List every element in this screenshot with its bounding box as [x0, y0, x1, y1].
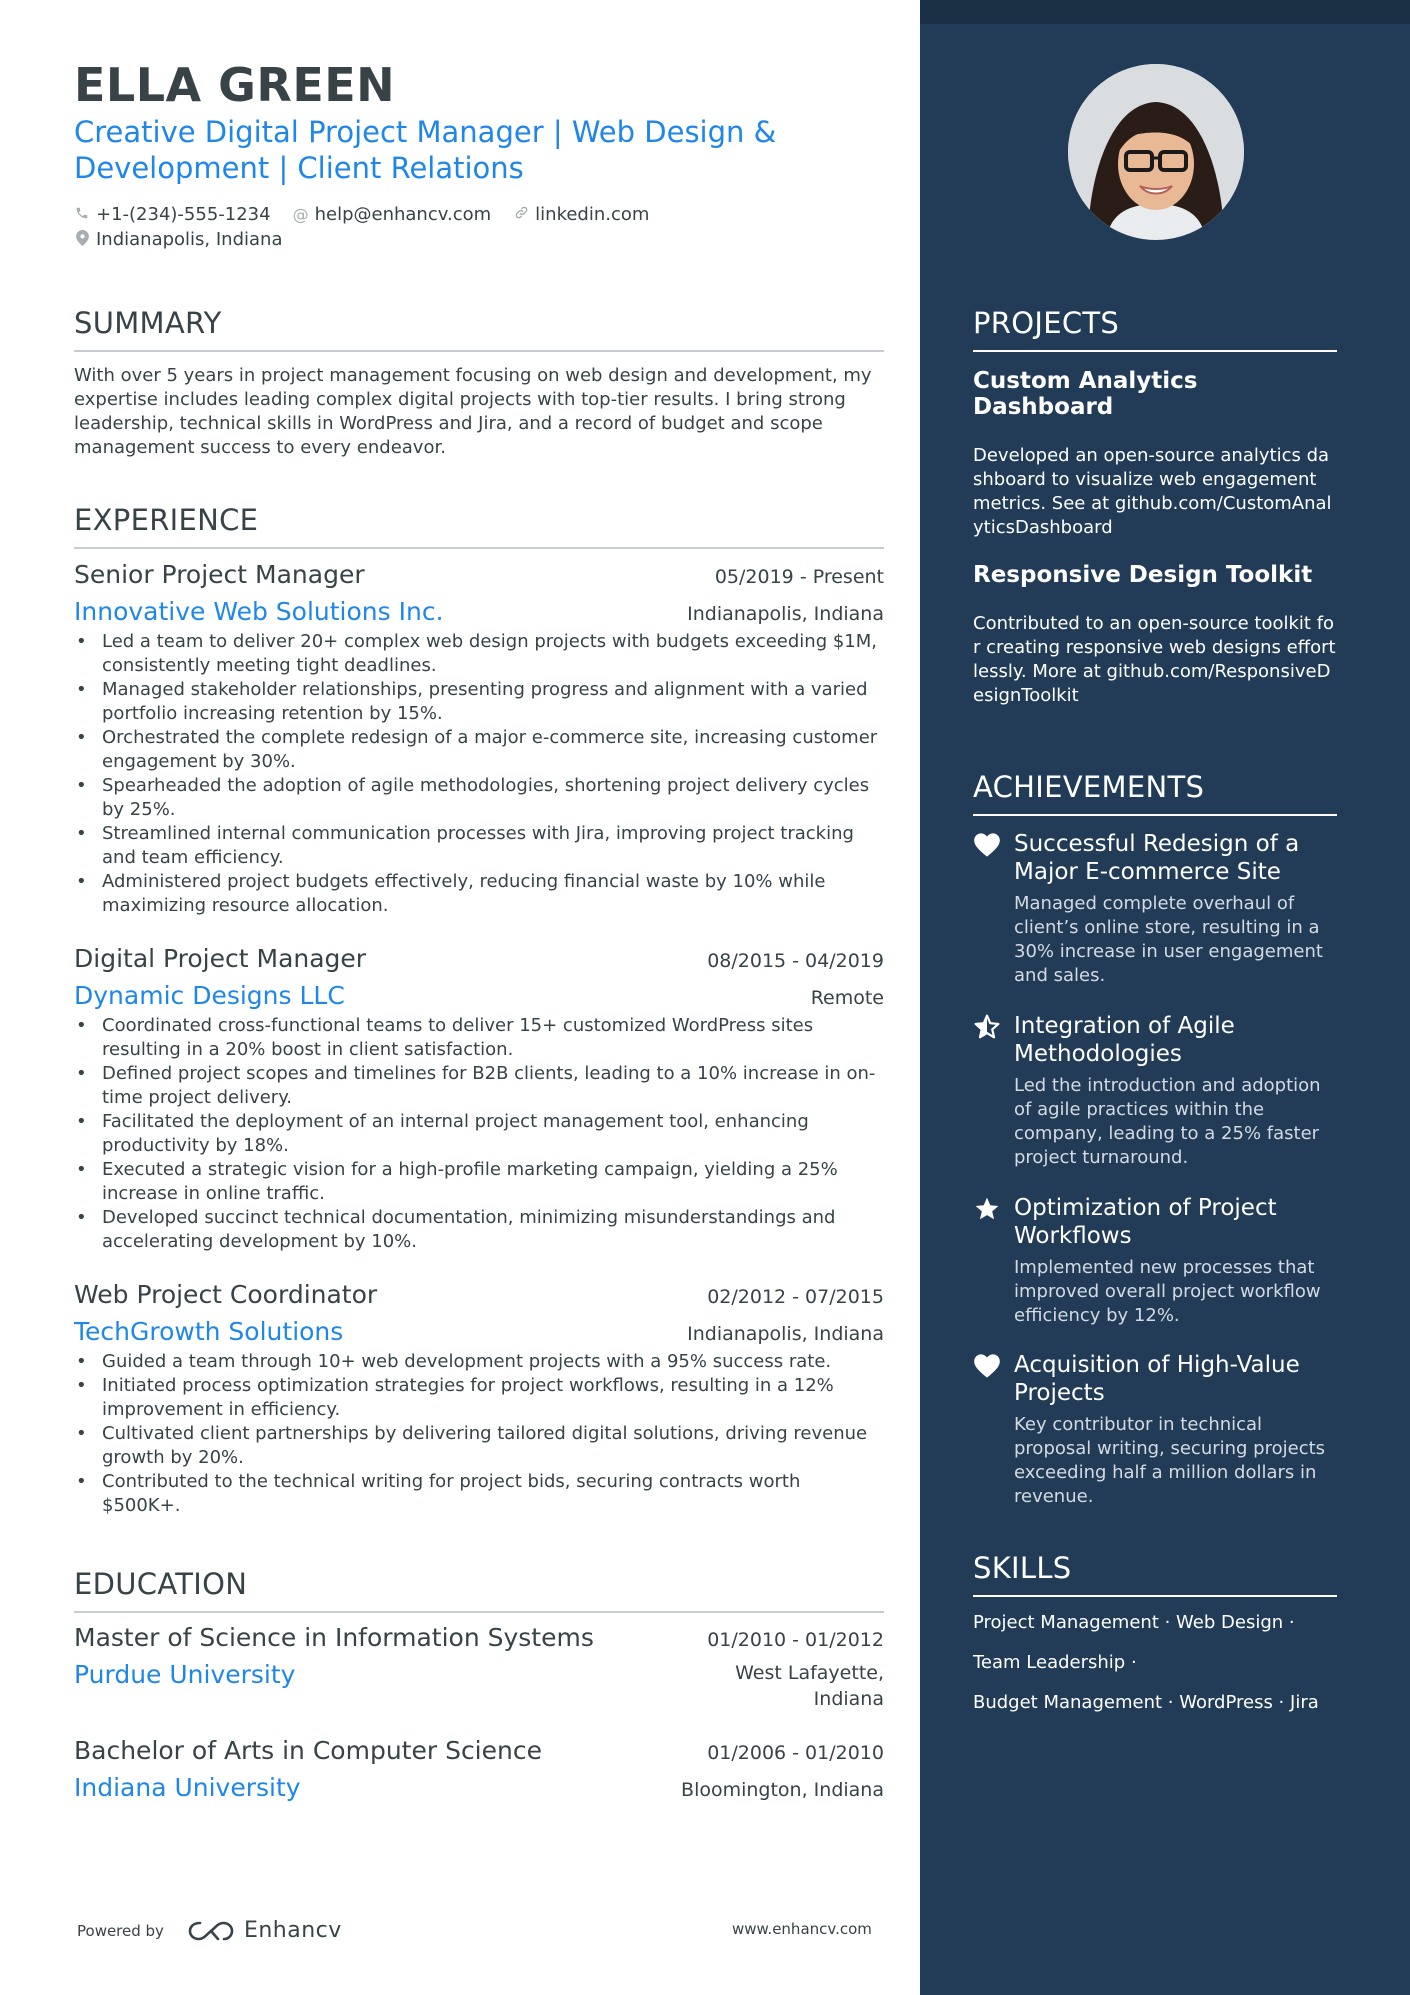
- achievement-description: Implemented new processes that improved overall project workflow efficiency by 12%.: [1014, 1257, 1321, 1326]
- job-bullets: [74, 1350, 884, 1518]
- achievement-item: [973, 1012, 1337, 1170]
- bullet-item: • Managed stakeholder relationships, presenting progress and alignment with a varied portfolio increasing retention by 15%.: [74, 678, 884, 726]
- project-description: Contributed to an open-source toolkit for creating responsive web designs effortlessly. More at github.com/ResponsiveDesignToolkit: [973, 613, 1336, 706]
- email-contact[interactable]: [293, 204, 492, 225]
- candidate-name: ELLA GREEN: [74, 58, 396, 112]
- company-name[interactable]: TechGrowth Solutions: [74, 1317, 344, 1346]
- skills-line: Team Leadership ·: [973, 1652, 1137, 1673]
- linkedin-contact[interactable]: [513, 204, 649, 225]
- bullet-item: • Executed a strategic vision for a high-profile marketing campaign, yielding a 25% increase in online traffic.: [74, 1158, 884, 1206]
- job-date: 02/2012 - 07/2015: [707, 1286, 884, 1308]
- bullet-item: • Initiated process optimization strategies for project workflows, resulting in a 12% improvement in efficiency.: [74, 1374, 884, 1422]
- achievement-title: Optimization of Project Workflows: [1014, 1195, 1277, 1249]
- job-bullets: [74, 1014, 884, 1254]
- bullet-item: • Guided a team through 10+ web development projects with a 95% success rate.: [74, 1350, 884, 1374]
- headline-line: Creative Digital Project Manager | Web Design &: [74, 115, 777, 149]
- education-location: West Lafayette, Indiana: [735, 1662, 884, 1710]
- section-title: SUMMARY: [74, 306, 884, 352]
- project-title: Responsive Design Toolkit: [973, 562, 1313, 588]
- bullet-item: • Developed succinct technical documentation, minimizing misunderstandings and accelerating development by 10%.: [74, 1206, 884, 1254]
- heart-icon: [973, 1353, 1001, 1379]
- achievement-item: [973, 1194, 1337, 1328]
- bullet-item: • Led a team to deliver 20+ complex web design projects with budgets exceeding $1M, consistently meeting tight deadlines.: [74, 630, 884, 678]
- enhancv-logo-icon: [188, 1919, 234, 1943]
- bullet-item: • Spearheaded the adoption of agile methodologies, shortening project delivery cycles by 25%.: [74, 774, 884, 822]
- achievements-section: [973, 770, 1337, 816]
- section-title: EDUCATION: [74, 1567, 884, 1613]
- degree-title: Master of Science in Information Systems: [74, 1623, 594, 1652]
- bullet-item: • Cultivated client partnerships by delivering tailored digital solutions, driving revenue growth by 20%.: [74, 1422, 884, 1470]
- sidebar: [920, 0, 1410, 1995]
- education-section: [74, 1567, 884, 1613]
- project-item: [973, 368, 1337, 540]
- summary-section: [74, 306, 884, 460]
- job-location: Remote: [810, 987, 884, 1009]
- job-entry: [74, 1280, 884, 1518]
- linkedin-text: linkedin.com: [535, 204, 650, 225]
- skills-section: [973, 1551, 1337, 1597]
- bullet-item: • Facilitated the deployment of an internal project management tool, enhancing productivity by 18%.: [74, 1110, 884, 1158]
- education-entry: [74, 1623, 884, 1712]
- star-half-icon: [973, 1014, 1001, 1040]
- achievement-description: Led the introduction and adoption of agile practices within the company, leading to a 25% faster project turnaround.: [1014, 1075, 1321, 1168]
- achievement-title: Acquisition of High-Value Projects: [1014, 1352, 1300, 1406]
- degree-title: Bachelor of Arts in Computer Science: [74, 1736, 542, 1765]
- star-icon: [973, 1196, 1001, 1222]
- location-pin-icon: [74, 230, 90, 250]
- headline-line: Development | Client Relations: [74, 151, 524, 185]
- section-title: PROJECTS: [973, 306, 1337, 352]
- education-location: Bloomington, Indiana: [681, 1779, 884, 1801]
- school-name[interactable]: Indiana University: [74, 1773, 301, 1802]
- job-title: Senior Project Manager: [74, 560, 365, 589]
- enhancv-brand-text: Enhancv: [243, 1918, 342, 1943]
- achievement-item: [973, 1351, 1337, 1509]
- phone-icon: [74, 205, 90, 224]
- website-link[interactable]: www.enhancv.com: [732, 1920, 872, 1938]
- job-location: Indianapolis, Indiana: [687, 603, 884, 625]
- achievement-item: [973, 830, 1337, 988]
- phone-contact[interactable]: [74, 204, 271, 225]
- job-entry: [74, 560, 884, 918]
- at-sign-icon: @: [292, 205, 309, 224]
- bullet-item: • Defined project scopes and timelines for B2B clients, leading to a 10% increase in on-time project delivery.: [74, 1062, 884, 1110]
- summary-text: With over 5 years in project management focusing on web design and development, my expertise includes leading complex digital projects with top-tier results. I bring strong leadership, technical skills in WordPress and Jira, and a record of budget and scope management success to every endeavor.: [74, 365, 872, 458]
- section-title: ACHIEVEMENTS: [973, 770, 1337, 816]
- email-text: help@enhancv.com: [314, 204, 492, 225]
- achievement-title: Successful Redesign of a Major E-commerce Site: [1014, 831, 1300, 885]
- avatar: [1068, 64, 1244, 240]
- education-date: 01/2010 - 01/2012: [707, 1629, 884, 1651]
- project-description: Developed an open-source analytics dashboard to visualize web engagement metrics. See at github.com/CustomAnalyticsDashboard: [973, 445, 1332, 538]
- job-date: 05/2019 - Present: [714, 566, 884, 588]
- education-entry: [74, 1736, 884, 1802]
- bullet-item: • Administered project budgets effectively, reducing financial waste by 10% while maximizing resource allocation.: [74, 870, 884, 918]
- job-date: 08/2015 - 04/2019: [707, 950, 884, 972]
- headline: [74, 114, 814, 186]
- achievement-title: Integration of Agile Methodologies: [1014, 1013, 1235, 1067]
- job-bullets: [74, 630, 884, 918]
- phone-text: +1-(234)-555-1234: [96, 204, 271, 225]
- skills-line: Budget Management · WordPress · Jira: [973, 1692, 1319, 1713]
- school-name[interactable]: Purdue University: [74, 1660, 296, 1689]
- heart-icon: [973, 832, 1001, 858]
- education-date: 01/2006 - 01/2010: [707, 1742, 884, 1764]
- job-title: Web Project Coordinator: [74, 1280, 378, 1309]
- job-location: Indianapolis, Indiana: [687, 1323, 884, 1345]
- location-text: Indianapolis, Indiana: [96, 229, 283, 250]
- bullet-item: • Orchestrated the complete redesign of a major e-commerce site, increasing customer engagement by 30%.: [74, 726, 884, 774]
- job-entry: [74, 944, 884, 1254]
- project-title: Custom Analytics Dashboard: [973, 368, 1198, 420]
- bullet-item: • Contributed to the technical writing for project bids, securing contracts worth $500K+.: [74, 1470, 884, 1518]
- link-icon: [513, 205, 529, 224]
- projects-section: [973, 306, 1337, 708]
- contact-info: [74, 202, 774, 252]
- achievement-description: Key contributor in technical proposal writing, securing projects exceeding half a million dollars in revenue.: [1014, 1414, 1326, 1507]
- section-title: EXPERIENCE: [74, 503, 884, 549]
- section-title: SKILLS: [973, 1551, 1337, 1597]
- bullet-item: • Streamlined internal communication processes with Jira, improving project tracking and team efficiency.: [74, 822, 884, 870]
- bullet-item: • Coordinated cross-functional teams to deliver 15+ customized WordPress sites resulting in a 20% boost in client satisfaction.: [74, 1014, 884, 1062]
- skills-line: Project Management · Web Design ·: [973, 1612, 1295, 1633]
- project-item: [973, 562, 1337, 708]
- company-name[interactable]: Dynamic Designs LLC: [74, 981, 345, 1010]
- experience-section: [74, 503, 884, 549]
- enhancv-logo[interactable]: [188, 1918, 342, 1943]
- footer-branding: [77, 1918, 342, 1943]
- location-contact: [74, 229, 283, 250]
- powered-by-label: Powered by: [77, 1921, 164, 1940]
- achievement-description: Managed complete overhaul of client’s online store, resulting in a 30% increase in user engagement and sales.: [1014, 893, 1323, 986]
- sidebar-top-strip: [920, 0, 1410, 24]
- job-title: Digital Project Manager: [74, 944, 367, 973]
- company-name[interactable]: Innovative Web Solutions Inc.: [74, 597, 444, 626]
